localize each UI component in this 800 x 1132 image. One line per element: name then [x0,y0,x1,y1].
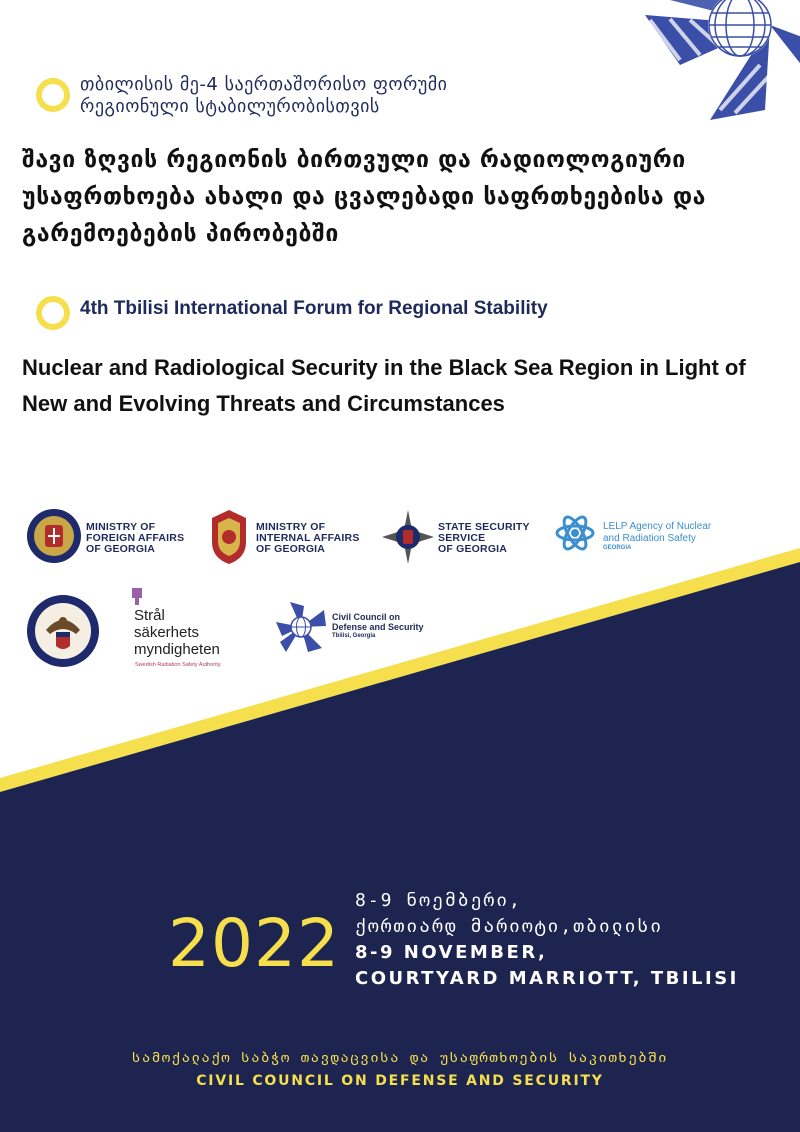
title-geo-line1: შავი ზღვის რეგიონის ბირთვული და რადიოლოგიური [22,147,686,173]
logo-mia-georgia [206,508,376,568]
sss-emblem-icon [380,508,436,566]
event-date-venue [355,888,739,992]
logo-mia-line2: INTERNAL AFFAIRS [256,532,360,544]
forum-name-geo-line1: თბილისის მე-4 საერთაშორისო ფორუმი [80,74,448,95]
logo-ssm-line2: säkerhets [134,624,200,641]
logo-ssm-line4: Swedish Radiation Safety Authority [135,662,221,668]
ssm-mark-icon [132,588,142,598]
title-geo [22,142,706,253]
logo-us-department-of-state [26,594,100,668]
logo-ccds-line3: Tbilisi, Georgia [332,633,376,639]
ssm-mark-stem-icon [135,598,139,605]
event-date-geo: 8-9 ნოემბერი, [355,890,522,911]
yellow-bullet-icon [36,78,70,112]
logo-ssm-line1: Strål [134,607,165,624]
logo-mfa-line2: FOREIGN AFFAIRS [86,532,185,544]
logo-mfa-georgia [26,508,201,566]
title-en [22,350,746,422]
logo-sss-line1: STATE SECURITY [438,521,530,533]
logo-sss-line3: OF GEORGIA [438,543,508,555]
forum-name-geo [80,74,448,118]
event-venue-geo: ქორთიარდ მარიოტი,თბილისი [355,916,664,937]
decorative-star-icon [645,0,800,120]
logo-mia-line1: MINISTRY OF [256,521,326,533]
atom-icon [555,512,595,554]
logo-ccds-line2: Defense and Security [332,622,424,632]
logo-lelp-line3: GEORGIA [603,545,632,551]
us-state-dept-seal-icon [26,594,100,668]
event-venue-en: COURTYARD MARRIOTT, TBILISI [355,968,739,989]
logo-lelp-line2: and Radiation Safety [603,533,696,544]
logo-mfa-line1: MINISTRY OF [86,521,156,533]
footer-org-geo: სამოქალაქო საბჭო თავდაცვისა და უსაფრთხოების საკითხებში [131,1050,669,1066]
yellow-bullet-icon [36,296,70,330]
event-year: 2022 [168,905,340,982]
ccds-emblem-icon [272,598,330,656]
forum-name-en: 4th Tbilisi International Forum for Regional Stability [80,298,548,319]
title-en-line1: Nuclear and Radiological Security in the Black Sea Region in Light of [22,355,746,380]
title-en-line2: New and Evolving Threats and Circumstances [22,391,505,416]
logo-swedish-radiation-safety-authority [132,588,252,673]
logo-sss-georgia [380,508,540,568]
title-geo-line3: გარემოებების პირობებში [22,221,339,247]
mia-emblem-icon [206,508,252,566]
logo-lelp-line1: LELP Agency of Nuclear [603,521,712,532]
mfa-emblem-icon [26,508,82,564]
logo-lelp-agency [555,512,735,562]
forum-name-geo-line2: რეგიონული სტაბილურობისთვის [80,96,380,117]
footer-org-en: CIVIL COUNCIL ON DEFENSE AND SECURITY [196,1073,604,1089]
logo-ccds-line1: Civil Council on [332,612,401,622]
title-geo-line2: უსაფრთხოება ახალი და ცვალებადი საფრთხეებისა და [22,184,706,210]
logo-ssm-line3: myndigheten [134,641,220,658]
event-date-en: 8-9 NOVEMBER, [355,942,548,963]
logo-mia-line3: OF GEORGIA [256,543,326,555]
logo-civil-council-defense-security [272,598,442,658]
logo-sss-line2: SERVICE [438,532,486,544]
logo-mfa-line3: OF GEORGIA [86,543,156,555]
